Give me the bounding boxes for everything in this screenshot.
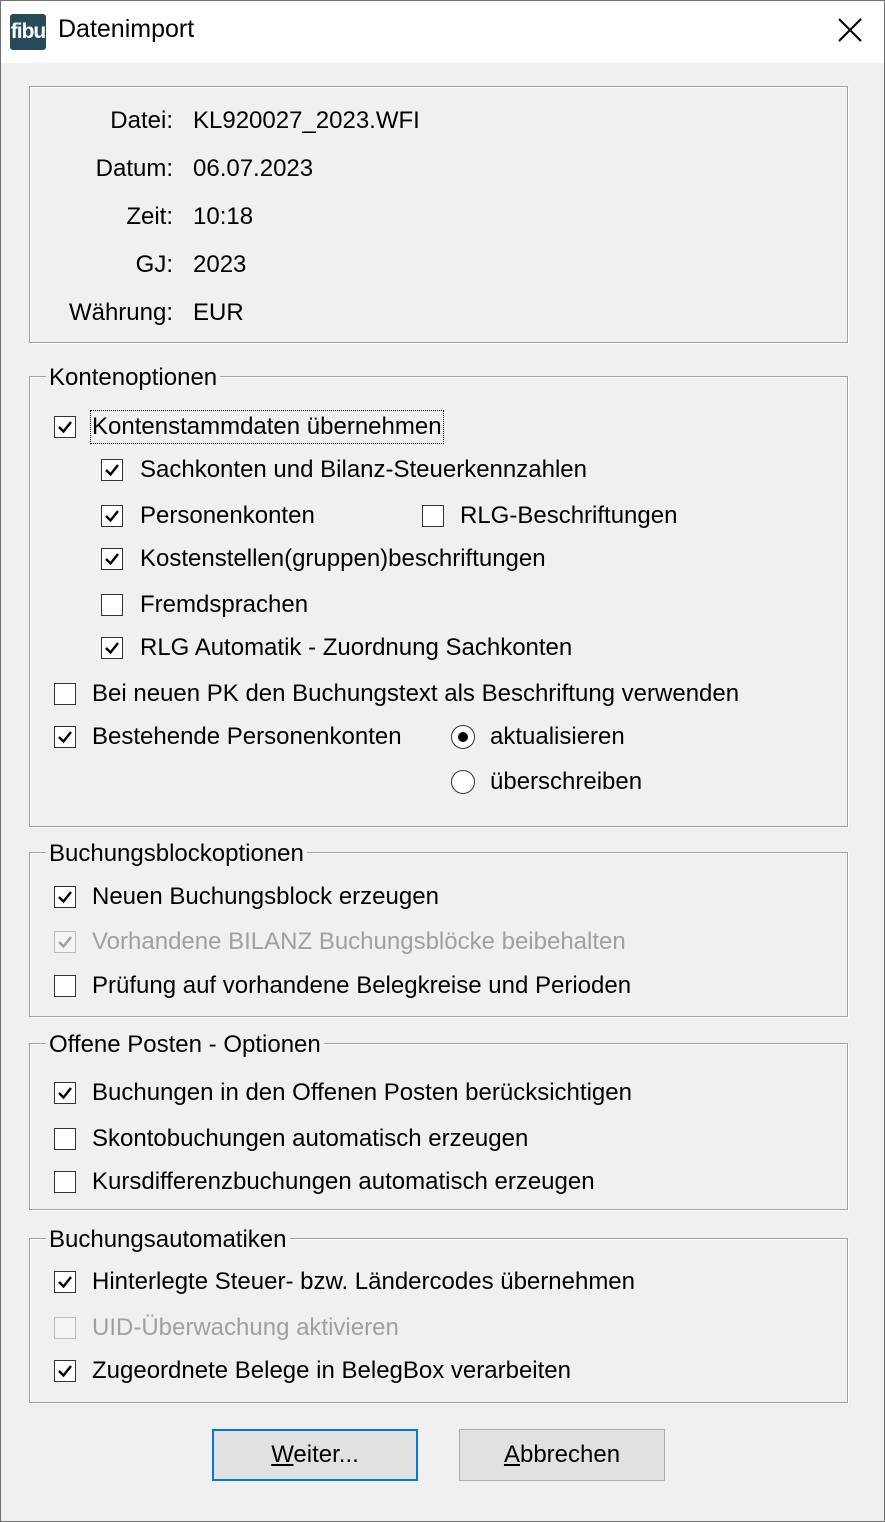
- belegbox-label[interactable]: Zugeordnete Belege in BelegBox verarbeiten: [92, 1357, 571, 1384]
- radio-dot-icon: [458, 732, 468, 742]
- neuer-buchungsblock-checkbox[interactable]: [54, 886, 76, 908]
- checkmark-icon: [56, 728, 74, 746]
- weiter-button[interactable]: [212, 1429, 418, 1481]
- ueberschreiben-radio[interactable]: [451, 770, 475, 794]
- kursdifferenz-checkbox[interactable]: [54, 1171, 76, 1193]
- file-info-label: GJ:: [135, 251, 173, 278]
- kontenstammdaten-label[interactable]: Kontenstammdaten übernehmen: [92, 413, 442, 440]
- checkmark-icon: [56, 1084, 74, 1102]
- buchungen-op-label[interactable]: Buchungen in den Offenen Posten berücksichtigen: [92, 1079, 632, 1106]
- pruefung-checkbox[interactable]: [54, 975, 76, 997]
- checkmark-icon: [56, 418, 74, 436]
- steuercodes-label[interactable]: Hinterlegte Steuer- bzw. Ländercodes übernehmen: [92, 1268, 635, 1295]
- buchungsblockoptionen-legend: Buchungsblockoptionen: [46, 840, 307, 868]
- vorhandene-bloecke-label: Vorhandene BILANZ Buchungsblöcke beibehalten: [92, 928, 626, 955]
- uid-label: UID-Überwachung aktivieren: [92, 1314, 399, 1341]
- checkmark-icon: [56, 1273, 74, 1291]
- kostenstellen-label[interactable]: Kostenstellen(gruppen)beschriftungen: [140, 545, 546, 572]
- kontenoptionen-legend: Kontenoptionen: [46, 364, 220, 392]
- checkmark-icon: [103, 550, 121, 568]
- file-info-value: 10:18: [193, 203, 254, 230]
- file-info-value: KL920027_2023.WFI: [193, 107, 420, 134]
- checkmark-icon: [103, 461, 121, 479]
- kursdifferenz-label[interactable]: Kursdifferenzbuchungen automatisch erzeugen: [92, 1168, 595, 1195]
- personenkonten-checkbox[interactable]: [101, 505, 123, 527]
- close-icon: [828, 11, 872, 51]
- checkmark-icon: [103, 639, 121, 657]
- title-bar: [1, 1, 884, 63]
- weiter-button-label: Weiter...: [271, 1441, 359, 1468]
- checkmark-icon: [56, 1362, 74, 1380]
- window-title: Datenimport: [58, 15, 195, 43]
- sachkonten-checkbox[interactable]: [101, 459, 123, 481]
- uid-checkbox: [54, 1317, 76, 1339]
- file-info-value: 2023: [193, 251, 247, 278]
- kostenstellen-checkbox[interactable]: [101, 548, 123, 570]
- rlg-beschriftungen-label[interactable]: RLG-Beschriftungen: [460, 502, 678, 529]
- checkmark-icon: [56, 933, 74, 951]
- neue-pk-label[interactable]: Bei neuen PK den Buchungstext als Beschriftung verwenden: [92, 680, 740, 707]
- file-info-label: Zeit:: [126, 203, 173, 230]
- aktualisieren-label[interactable]: aktualisieren: [490, 723, 625, 750]
- vorhandene-bloecke-checkbox: [54, 931, 76, 953]
- buchungen-op-checkbox[interactable]: [54, 1082, 76, 1104]
- aktualisieren-radio[interactable]: [451, 725, 475, 749]
- skonto-label[interactable]: Skontobuchungen automatisch erzeugen: [92, 1125, 529, 1152]
- fibu-app-icon: fibu: [10, 14, 46, 50]
- checkmark-icon: [103, 507, 121, 525]
- neuer-buchungsblock-label[interactable]: Neuen Buchungsblock erzeugen: [92, 883, 439, 910]
- bestehende-personenkonten-checkbox[interactable]: [54, 726, 76, 748]
- rlg-automatik-checkbox[interactable]: [101, 637, 123, 659]
- fremdsprachen-label[interactable]: Fremdsprachen: [140, 591, 309, 618]
- checkmark-icon: [56, 888, 74, 906]
- skonto-checkbox[interactable]: [54, 1128, 76, 1150]
- rlg-beschriftungen-checkbox[interactable]: [422, 505, 444, 527]
- file-info-label: Datei:: [110, 107, 173, 134]
- personenkonten-label[interactable]: Personenkonten: [140, 502, 315, 529]
- kontenstammdaten-checkbox[interactable]: [54, 416, 76, 438]
- steuercodes-checkbox[interactable]: [54, 1271, 76, 1293]
- pruefung-label[interactable]: Prüfung auf vorhandene Belegkreise und Perioden: [92, 972, 632, 999]
- sachkonten-label[interactable]: Sachkonten und Bilanz-Steuerkennzahlen: [140, 456, 587, 483]
- neue-pk-checkbox[interactable]: [54, 683, 76, 705]
- offene-posten-legend: Offene Posten - Optionen: [46, 1031, 324, 1059]
- belegbox-checkbox[interactable]: [54, 1360, 76, 1382]
- close-button[interactable]: [828, 11, 872, 51]
- file-info-label: Währung:: [68, 299, 173, 326]
- buchungsautomatiken-legend: Buchungsautomatiken: [46, 1226, 290, 1254]
- bestehende-personenkonten-label[interactable]: Bestehende Personenkonten: [92, 723, 402, 750]
- ueberschreiben-label[interactable]: überschreiben: [490, 768, 643, 795]
- file-info-label: Datum:: [95, 155, 173, 182]
- file-info-value: EUR: [193, 299, 244, 326]
- fremdsprachen-checkbox[interactable]: [101, 594, 123, 616]
- rlg-automatik-label[interactable]: RLG Automatik - Zuordnung Sachkonten: [140, 634, 573, 661]
- file-info-value: 06.07.2023: [193, 155, 314, 182]
- abbrechen-button[interactable]: [459, 1429, 665, 1481]
- abbrechen-button-label: Abbrechen: [503, 1441, 621, 1468]
